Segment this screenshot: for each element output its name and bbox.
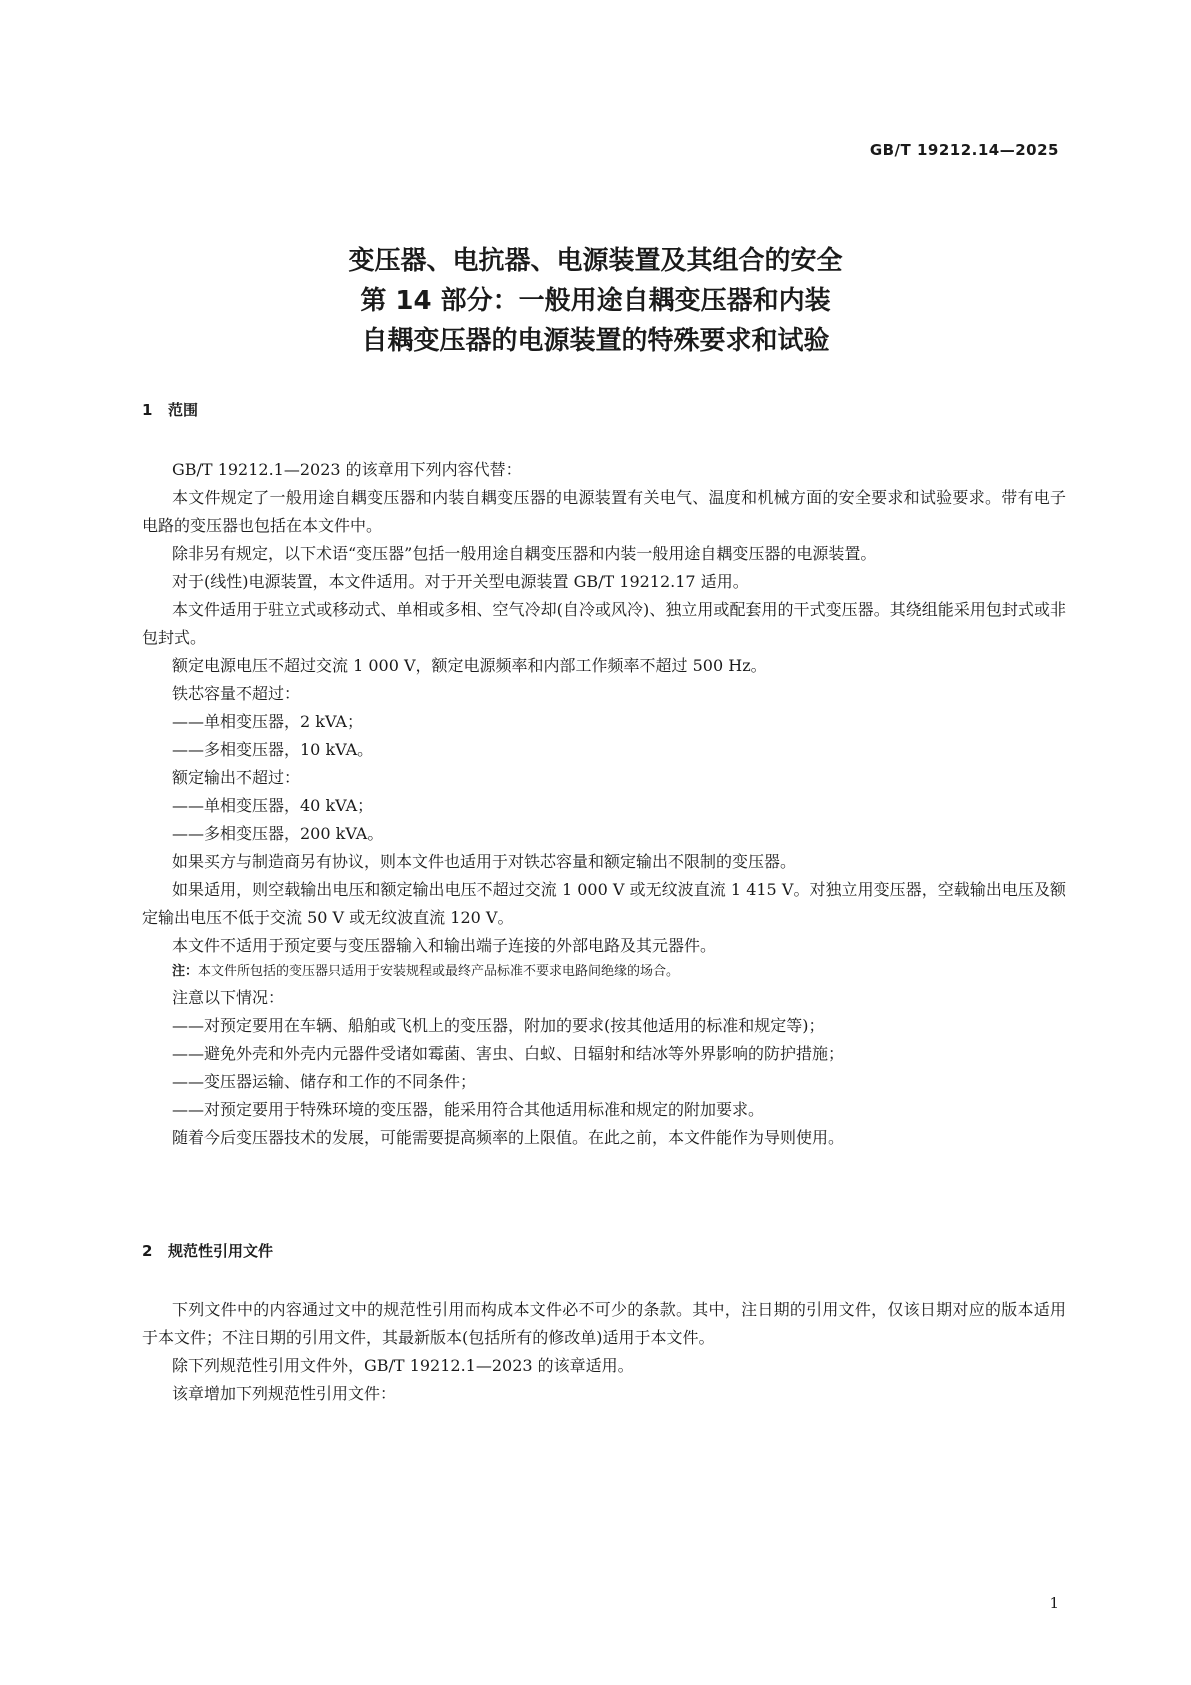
note-label: 注： (172, 964, 199, 979)
paragraph: 额定电源电压不超过交流 1 000 V，额定电源频率和内部工作频率不超过 500 Hz。 (172, 656, 767, 675)
paragraph: 下列文件中的内容通过文中的规范性引用而构成本文件必不可少的条款。其中，注日期的引用文件，仅该日期对应的版本适用于本文件；不注日期的引用文件，其最新版本(包括所有的修改单)适用于本文件。 (142, 1300, 1066, 1347)
paragraph: 额定输出不超过： (172, 768, 301, 787)
section-1-body (142, 456, 1066, 1152)
document-title (0, 241, 1191, 361)
paragraph: 如果适用，则空载输出电压和额定输出电压不超过交流 1 000 V 或无纹波直流 1 415 V。对独立用变压器，空载输出电压及额定输出电压不低于交流 50 V 或无纹波直流 120 V。 (142, 880, 1066, 927)
paragraph: 注意以下情况： (172, 988, 285, 1007)
list-item: ——多相变压器，10 kVA。 (172, 740, 374, 759)
note-text: 本文件所包括的变压器只适用于安装规程或最终产品标准不要求电路间绝缘的场合。 (198, 964, 680, 979)
paragraph: GB/T 19212.1—2023 的该章用下列内容代替： (172, 460, 522, 479)
title-line-2: 第 14 部分：一般用途自耦变压器和内装 (360, 286, 831, 316)
paragraph: 随着今后变压器技术的发展，可能需要提高频率的上限值。在此之前，本文件能作为导则使用。 (172, 1128, 845, 1147)
title-line-3: 自耦变压器的电源装置的特殊要求和试验 (361, 326, 830, 356)
paragraph: 除下列规范性引用文件外，GB/T 19212.1—2023 的该章适用。 (172, 1356, 634, 1375)
page-number: 1 (1049, 1594, 1059, 1612)
paragraph: 除非另有规定，以下术语“变压器”包括一般用途自耦变压器和内装一般用途自耦变压器的电源装置。 (172, 544, 877, 563)
paragraph: 本文件规定了一般用途自耦变压器和内装自耦变压器的电源装置有关电气、温度和机械方面的安全要求和试验要求。带有电子电路的变压器也包括在本文件中。 (142, 488, 1066, 535)
section-title: 规范性引用文件 (168, 1242, 274, 1260)
note (142, 960, 1066, 984)
section-2-body (142, 1296, 1066, 1408)
paragraph: 本文件不适用于预定要与变压器输入和输出端子连接的外部电路及其元器件。 (172, 936, 717, 955)
paragraph: 如果买方与制造商另有协议，则本文件也适用于对铁芯容量和额定输出不限制的变压器。 (172, 852, 797, 871)
paragraph: 本文件适用于驻立式或移动式、单相或多相、空气冷却(自冷或风冷)、独立用或配套用的干式变压器。其绕组能采用包封式或非包封式。 (142, 600, 1066, 647)
list-item: ——对预定要用于特殊环境的变压器，能采用符合其他适用标准和规定的附加要求。 (172, 1100, 765, 1119)
paragraph: 铁芯容量不超过： (172, 684, 301, 703)
section-title: 范围 (168, 401, 199, 419)
paragraph: 对于(线性)电源装置，本文件适用。对于开关型电源装置 GB/T 19212.17 适用。 (172, 572, 749, 591)
list-item: ——避免外壳和外壳内元器件受诸如霉菌、害虫、白蚁、日辐射和结冰等外界影响的防护措施； (172, 1044, 845, 1063)
list-item: ——单相变压器，40 kVA； (172, 796, 374, 815)
list-item: ——变压器运输、储存和工作的不同条件； (172, 1072, 477, 1091)
standard-code: GB/T 19212.14—2025 (869, 141, 1059, 159)
section-number: 2 (142, 1242, 153, 1260)
list-item: ——多相变压器，200 kVA。 (172, 824, 384, 843)
list-item: ——对预定要用在车辆、船舶或飞机上的变压器，附加的要求(按其他适用的标准和规定等)； (172, 1016, 825, 1035)
paragraph: 该章增加下列规范性引用文件： (172, 1384, 397, 1403)
section-number: 1 (142, 401, 153, 419)
section-1-heading (142, 399, 198, 420)
title-line-1: 变压器、电抗器、电源装置及其组合的安全 (348, 246, 843, 276)
list-item: ——单相变压器，2 kVA； (172, 712, 363, 731)
section-2-heading (142, 1240, 273, 1261)
